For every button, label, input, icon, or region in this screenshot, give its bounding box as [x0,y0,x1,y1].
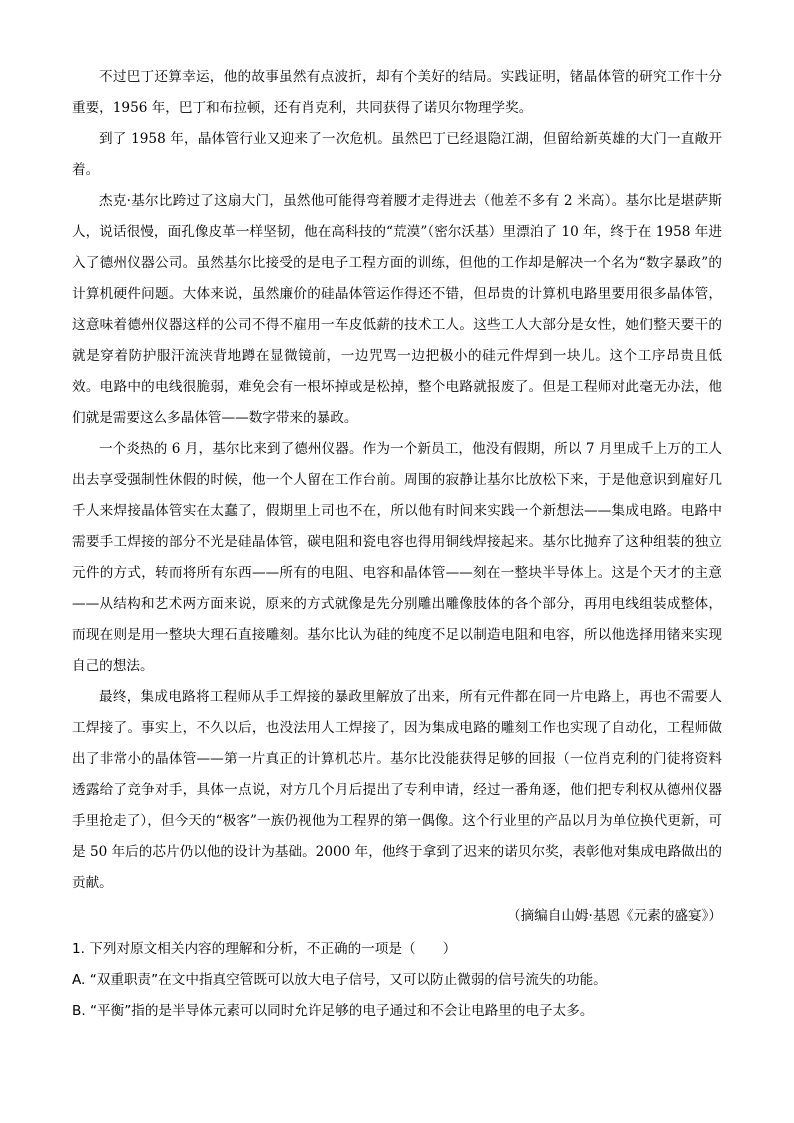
article-paragraph-3: 杰克·基尔比跨过了这扇大门，虽然他可能得弯着腰才走得进去（他差不多有 2 米高）。基尔比是堪萨斯人，说话很慢，面孔像皮革一样坚韧，他在高科技的“荒漠”（密尔沃基）里漂泊了 10 年，终于在 1958 年进入了德州仪器公司。虽然基尔比接受的是电子工程方面的训练，但他的工作却是解决一个名为“数字暴政”的计算机硬件问题。大体来说，虽然廉价的硅晶体管运作得还不错，但昂贵的计算机电路里要用很多晶体管，这意味着德州仪器这样的公司不得不雇用一车皮低薪的技术工人。这些工人大部分是女性，她们整天要干的就是穿着防护服汗流浃背地蹲在显微镜前，一边咒骂一边把极小的硅元件焊到一块儿。这个工序昂贵且低效。电路中的电线很脆弱，难免会有一根坏掉或是松掉，整个电路就报废了。但是工程师对此毫无办法，他们就是需要这么多晶体管——数字带来的暴政。 [72,193,722,426]
option-a: A. “双重职责”在文中指真空管既可以放大电子信号，又可以防止微弱的信号流失的功能。 [72,972,607,988]
article-paragraph-2: 到了 1958 年，晶体管行业又迎来了一次危机。虽然巴丁已经退隐江湖，但留给新英雄的大门一直敞开着。 [72,131,722,178]
article-paragraph-4: 一个炎热的 6 月，基尔比来到了德州仪器。作为一个新员工，他没有假期，所以 7 月里成千上万的工人出去享受强制性休假的时候，他一个人留在工作台前。周围的寂静让基尔比放松下来，于是他意识到雇好几千人来焊接晶体管实在太蠢了，假期里上司也不在，所以他有时间来实践一个新想法——集成电路。电路中需要手工焊接的部分不光是硅晶体管，碳电阻和瓷电容也得用铜线焊接起来。基尔比抛弃了这种组装的独立元件的方式，转而将所有东西——所有的电阻、电容和晶体管——刻在一整块半导体上。这是个天才的主意——从结构和艺术两方面来说，原来的方式就像是先分别雕出雕像肢体的各个部分，再用电线组装成整体，而现在则是用一整块大理石直接雕刻。基尔比认为硅的纯度不足以制造电阻和电容，所以他选择用锗来实现自己的想法。 [72,441,722,674]
document-page [72,62,722,1027]
source-citation: （摘编自山姆·基恩《元素的盛宴》） [506,908,722,924]
question-1-stem: 1. 下列对原文相关内容的理解和分析，不正确的一项是（ ） [72,941,457,957]
option-b: B. “平衡”指的是半导体元素可以同时允许足够的电子通过和不会让电路里的电子太多。 [72,1003,594,1019]
article-paragraph-5: 最终，集成电路将工程师从手工焊接的暴政里解放了出来，所有元件都在同一片电路上，再也不需要人工焊接了。事实上，不久以后，也没法用人工焊接了，因为集成电路的雕刻工作也实现了自动化，工程师做出了非常小的晶体管——第一片真正的计算机芯片。基尔比没能获得足够的回报（一位肖克利的门徒将资料透露给了竞争对手，具体一点说，对方几个月后提出了专利申请，经过一番角逐，他们把专利权从德州仪器手里抢走了），但今天的“极客”一族仍视他为工程界的第一偶像。这个行业里的产品以月为单位换代更新，可是 50 年后的芯片仍以他的设计为基础。2000 年，他终于拿到了迟来的诺贝尔奖，表彰他对集成电路做出的贡献。 [72,689,722,891]
article-paragraph-1: 不过巴丁还算幸运，他的故事虽然有点波折，却有个美好的结局。实践证明，锗晶体管的研究工作十分重要，1956 年，巴丁和布拉顿，还有肖克利，共同获得了诺贝尔物理学奖。 [72,69,722,116]
